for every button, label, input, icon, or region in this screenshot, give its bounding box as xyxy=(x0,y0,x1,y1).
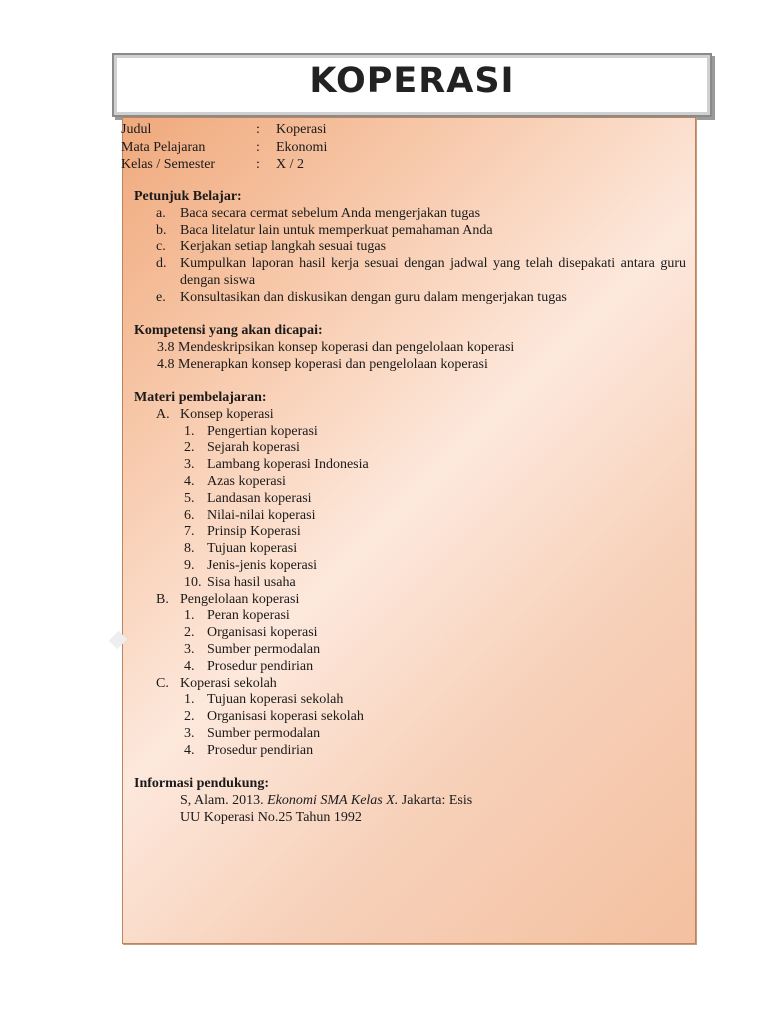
list-item xyxy=(134,256,686,290)
list-marker: 5. xyxy=(184,490,195,506)
list-item xyxy=(134,206,686,223)
group-marker: A. xyxy=(156,406,170,422)
meta-table xyxy=(121,121,451,174)
list-text: Jenis-jenis koperasi xyxy=(207,557,318,573)
materi-group-title: A. Konsep koperasi xyxy=(156,406,274,422)
materi-group-title: C. Koperasi sekolah xyxy=(156,675,277,691)
informasi-heading: Informasi pendukung: xyxy=(134,776,269,791)
list-item xyxy=(134,424,686,441)
meta-row-mata-pelajaran xyxy=(121,139,451,157)
meta-key: Judul xyxy=(121,122,152,137)
list-marker: 1. xyxy=(184,692,195,708)
list-text: Tujuan koperasi sekolah xyxy=(207,692,344,708)
list-item xyxy=(134,709,686,726)
list-text: Kerjakan setiap langkah sesuai tugas xyxy=(180,239,387,255)
list-text: Sejarah koperasi xyxy=(207,440,300,456)
list-item xyxy=(134,524,686,541)
list-marker: 4. xyxy=(184,658,195,674)
meta-key: Mata Pelajaran xyxy=(121,139,206,155)
list-item xyxy=(134,290,686,307)
list-item xyxy=(134,575,686,592)
list-text: Prosedur pendirian xyxy=(207,742,314,758)
meta-row-judul xyxy=(121,121,451,139)
list-item xyxy=(134,692,686,709)
petunjuk-section xyxy=(134,189,686,307)
list-item xyxy=(134,474,686,491)
list-marker: 1. xyxy=(184,608,195,624)
list-marker: 10. xyxy=(184,574,202,590)
list-marker: e. xyxy=(156,289,166,305)
list-text: Sisa hasil usaha xyxy=(207,574,296,590)
meta-row-kelas-semester xyxy=(121,156,451,174)
list-marker: b. xyxy=(156,222,167,238)
list-text: Organisasi koperasi xyxy=(207,625,318,641)
list-marker: 4. xyxy=(184,473,195,489)
list-item xyxy=(134,642,686,659)
meta-colon: : xyxy=(256,139,260,155)
kompetensi-item: 3.8 Mendeskripsikan konsep koperasi dan pengelolaan koperasi xyxy=(157,339,515,355)
title-box xyxy=(112,53,712,117)
list-marker: 7. xyxy=(184,524,195,540)
list-text: Konsultasikan dan diskusikan dengan guru dalam mengerjakan tugas xyxy=(180,289,567,305)
list-text: Landasan koperasi xyxy=(207,490,312,506)
list-text: Baca litelatur lain untuk memperkuat pemahaman Anda xyxy=(180,222,493,238)
list-text: Baca secara cermat sebelum Anda mengerjakan tugas xyxy=(180,205,481,221)
list-item xyxy=(134,625,686,642)
list-text: Tujuan koperasi xyxy=(207,541,298,557)
list-item xyxy=(134,440,686,457)
list-item xyxy=(134,558,686,575)
list-text: Kumpulkan laporan hasil kerja sesuai dengan jadwal yang telah disepakati antara guru dengan siswa xyxy=(180,256,686,288)
list-marker: 8. xyxy=(184,541,195,557)
list-item xyxy=(134,726,686,743)
kompetensi-section xyxy=(134,323,686,373)
page-title: KOPERASI xyxy=(309,61,515,101)
list-marker: c. xyxy=(156,239,166,255)
reference-item: UU Koperasi No.25 Tahun 1992 xyxy=(180,809,362,825)
list-marker: 6. xyxy=(184,507,195,523)
list-text: Organisasi koperasi sekolah xyxy=(207,709,364,725)
list-marker: 2. xyxy=(184,625,195,641)
list-item xyxy=(134,608,686,625)
list-item xyxy=(134,457,686,474)
meta-colon: : xyxy=(256,157,260,172)
materi-section xyxy=(134,390,686,760)
list-marker: d. xyxy=(156,256,167,272)
list-text: Lambang koperasi Indonesia xyxy=(207,457,369,473)
list-text: Sumber permodalan xyxy=(207,725,321,741)
list-item xyxy=(134,743,686,760)
list-marker: a. xyxy=(156,205,166,221)
list-item xyxy=(134,223,686,240)
list-text: Prinsip Koperasi xyxy=(207,524,301,540)
list-text: Pengertian koperasi xyxy=(207,423,318,439)
petunjuk-heading: Petunjuk Belajar: xyxy=(134,189,242,204)
meta-value: Koperasi xyxy=(276,122,327,137)
list-item xyxy=(134,491,686,508)
list-marker: 3. xyxy=(184,725,195,741)
meta-value: X / 2 xyxy=(276,157,304,172)
informasi-section xyxy=(134,776,686,826)
list-marker: 2. xyxy=(184,440,195,456)
materi-heading: Materi pembelajaran: xyxy=(134,390,267,405)
list-item xyxy=(134,541,686,558)
list-item xyxy=(134,239,686,256)
list-item xyxy=(134,508,686,525)
group-marker: B. xyxy=(156,591,169,607)
reference-item: S, Alam. 2013. Ekonomi SMA Kelas X. Jakarta: Esis xyxy=(180,792,473,808)
list-marker: 2. xyxy=(184,709,195,725)
list-marker: 4. xyxy=(184,742,195,758)
list-marker: 3. xyxy=(184,457,195,473)
list-text: Peran koperasi xyxy=(207,608,290,624)
list-text: Prosedur pendirian xyxy=(207,658,314,674)
meta-value: Ekonomi xyxy=(276,139,328,155)
kompetensi-item: 4.8 Menerapkan konsep koperasi dan pengelolaan koperasi xyxy=(157,356,488,372)
meta-colon: : xyxy=(256,122,260,137)
list-marker: 9. xyxy=(184,557,195,573)
list-item xyxy=(134,659,686,676)
group-marker: C. xyxy=(156,675,169,691)
list-text: Sumber permodalan xyxy=(207,641,321,657)
list-text: Nilai-nilai koperasi xyxy=(207,507,316,523)
list-marker: 1. xyxy=(184,423,195,439)
meta-key: Kelas / Semester xyxy=(121,157,216,172)
list-text: Azas koperasi xyxy=(207,473,286,489)
kompetensi-heading: Kompetensi yang akan dicapai: xyxy=(134,323,323,338)
materi-group-title: B. Pengelolaan koperasi xyxy=(156,591,300,607)
list-marker: 3. xyxy=(184,641,195,657)
